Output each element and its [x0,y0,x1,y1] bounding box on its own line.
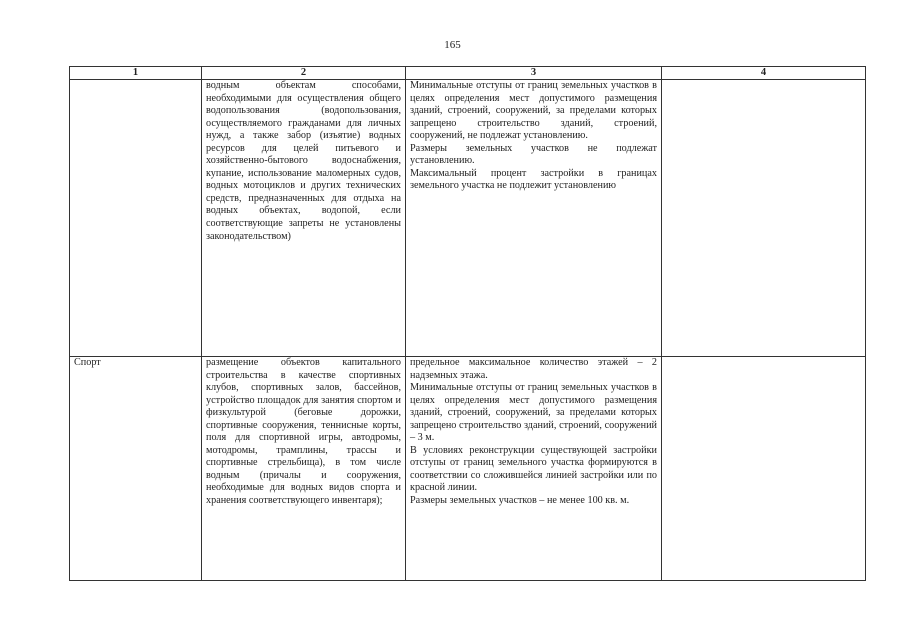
table-row [70,357,866,581]
table-row [70,80,866,357]
column-header: 4 [662,67,866,80]
table-cell-notes [662,80,866,357]
table-cell-use-description: водным объектам способами, необходимыми для осуществления общего водопользования (водопользования, осуществляемого гражданами для личных нужд, а также забор (изъятие) водных ресурсов для целей питьевого и хозяйственно-бытового водоснабжения, купание, использование маломерных судов, водных мотоциклов и других технических средств, предназначенных для отдыха на водных объектах, водопой, если соответствующие запреты не установлены законодательством) [202,80,406,357]
table-cell-use-type: Спорт [70,357,202,581]
parameter-paragraph: Размеры земельных участков – не менее 100 кв. м. [410,495,630,507]
column-header: 3 [406,67,662,80]
table-header-row [70,67,866,80]
table-cell-parameters [406,80,662,357]
parameter-paragraph: Размеры земельных участков не подлежат установлению. [410,142,657,167]
page-number: 165 [444,39,461,51]
table-cell-notes [662,357,866,581]
parameter-paragraph: Минимальные отступы от границ земельных участков в целях определения мест допустимого размещения зданий, строений, сооружений, за пределами которых запрещено строительство зданий, строений, сооружений – 3 м. [410,382,657,444]
parameter-paragraph: предельное максимальное количество этажей – 2 надземных этажа. [410,357,657,381]
parameter-paragraph: Максимальный процент застройки в границах земельного участка не подлежит установлению [410,167,657,192]
parameter-paragraph: В условиях реконструкции существующей застройки отступы от границ земельного участка формируются в соответствии со сложившейся линией застройки или по красной линии. [410,444,657,494]
table-cell-use-type [70,80,202,357]
column-header: 1 [70,67,202,80]
column-header: 2 [202,67,406,80]
parameter-paragraph: Минимальные отступы от границ земельных участков в целях определения мест допустимого размещения зданий, строений, сооружений, за пределами которых запрещено строительство зданий, строений, сооружений, не подлежат установлению. [410,80,657,142]
table-cell-parameters [406,357,662,581]
zoning-table [69,66,866,581]
table-cell-use-description: размещение объектов капитального строительства в качестве спортивных клубов, спортивных залов, бассейнов, устройство площадок для занятия спортом и физкультурой (беговые дорожки, спортивные сооружения, теннисные корты, поля для спортивной игры, автодромы, мотодромы, трамплины, трассы и спортивные стрельбища), в том числе водным (причалы и сооружения, необходимые для водных видов спорта и хранения соответствующего инвентаря); [202,357,406,581]
